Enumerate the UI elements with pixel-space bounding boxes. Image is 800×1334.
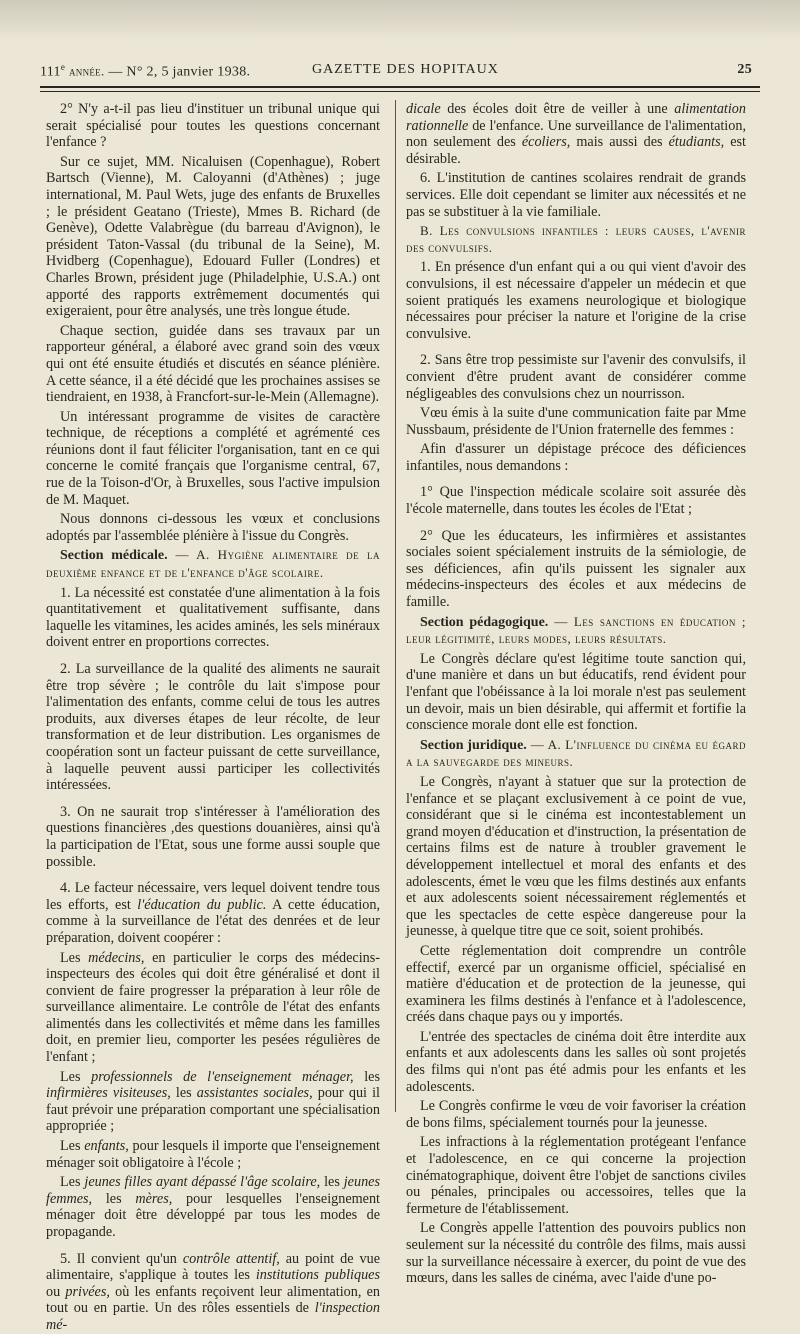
paragraph: L'entrée des spectacles de cinéma doit être interdite aux enfants et aux adolescents dans les salles où sont projetés des films qui n'ont pas été admis pour les enfants et les adolescents. — [406, 1028, 746, 1095]
paragraph: 6. L'institution de cantines scolaires rendrait de grands services. Elle doit cependant se limiter aux nécessités et ne pas se substituer à la vie familiale. — [406, 170, 746, 220]
paragraph: Les médecins, en particulier le corps des médecins-inspecteurs des écoles qui doit être généralisé et dont il convient de faire progresser la préparation à leur rôle de surveillance alimentaire. Le contrôle de l'état des enfants alimentés dans les collectivités et même dans les familles doit, en premier lieu, comporter les pesées régulières de l'enfant ; — [46, 949, 380, 1066]
journal-title: GAZETTE DES HOPITAUX — [312, 62, 499, 77]
paragraph: 2. Sans être trop pessimiste sur l'avenir des convulsifs, il convient d'être prudent avant de considérer comme négligeables des convulsions chez un nourrisson. — [406, 352, 746, 402]
paragraph: Nous donnons ci-dessous les vœux et conclusions adoptés par l'assemblée plénière à l'issue du Congrès. — [46, 511, 380, 544]
paragraph: 2° Que les éducateurs, les infirmières et assistantes sociales soient spécialement instruits de la sémiologie, de ses déficiences, afin qu'ils puissent les signaler aux médecins-inspecteurs des écoles et aux médecins de famille. — [406, 527, 746, 611]
paragraph: Le Congrès confirme le vœu de voir favoriser la création de bons films, spécialement tournés pour la jeunesse. — [406, 1098, 746, 1131]
page-number: 25 — [737, 62, 752, 77]
section-heading-pedagogique: Section pédagogique. — Les sanctions en éducation ; leur légitimité, leurs modes, leurs résultats. — [406, 613, 746, 647]
left-column — [46, 101, 381, 1333]
column-divider — [395, 100, 396, 1112]
paragraph: 1. En présence d'un enfant qui a ou qui vient d'avoir des convulsions, il est nécessaire d'appeler un médecin et que soient pratiqués les examens neurologique et biologique nécessaires pour préciser la nature et l'origine de la crise convulsive. — [406, 259, 746, 342]
paragraph: 2° N'y a-t-il pas lieu d'instituer un tribunal unique qui serait spécialisé pour toutes les questions concernant l'enfance ? — [46, 101, 380, 151]
paragraph: 3. On ne saurait trop s'intéresser à l'amélioration des questions financières ,des questions douanières, ainsi qu'à la participation de l'Etat, sous une forme aussi souple que possible. — [46, 803, 380, 870]
paragraph: 1° Que l'inspection médicale scolaire soit assurée dès l'école maternelle, dans toutes les écoles de l'Etat ; — [406, 484, 746, 518]
paragraph: Le Congrès, n'ayant à statuer que sur la protection de l'enfance et se plaçant exclusivement à ce point de vue, considérant que si le cinéma est incontestablement un grand moyen d'éducation et d'instruction, la présentation de certains films est de nature à troubler gravement le développement intellectuel et moral des enfants et des adolescents, émet le vœu que les films destinés aux enfants et aux adolescents soient nécessairement réglementés et que les spectacles de cette espèce dangereuse pour la jeunesse, à quelque titre que ce soit, soient prohibés. — [406, 773, 746, 940]
paragraph: 1. La nécessité est constatée d'une alimentation à la fois quantitativement et qualitativement suffisante, dans laquelle les vitamines, les acides aminés, les sels minéraux doivent entrer en proportions correctes. — [46, 584, 380, 651]
section-heading-convulsions: B. Les convulsions infantiles : leurs causes, l'avenir des convulsifs. — [406, 223, 746, 255]
paragraph: Les professionnels de l'enseignement ménager, les infirmières visiteuses, les assistantes sociales, pour qui il faut prévoir une préparation comportant une spécialisation appropriée ; — [46, 1068, 380, 1135]
paragraph: Vœu émis à la suite d'une communication faite par Mme Nussbaum, présidente de l'Union fraternelle des femmes : — [406, 405, 746, 438]
paragraph: 2. La surveillance de la qualité des aliments ne saurait être trop sévère ; le contrôle du lait s'impose pour l'alimentation des enfants, comme celui de tous les autres produits, aux diverses étapes de leur récolte, de leur transformation et de leur distribution. Les organismes de coopération sont un facteur puissant de cette surveillance, à laquelle peuvent aussi participer les collectivités intéressées. — [46, 661, 380, 794]
paragraph: 5. Il convient qu'un contrôle attentif, au point de vue alimentaire, s'applique à toutes les institutions publiques ou privées, où les enfants reçoivent leur alimentation, en tout ou en partie. Un des rôles essentiels de l'inspection mé- — [46, 1250, 381, 1333]
paragraph: Les infractions à la réglementation protégeant l'enfance et l'adolescence, en ce qui concerne la projection cinématographique, doivent être l'objet de sanctions civiles ou pénales, principales ou accessoires, telles que la fermeture de l'établissement. — [406, 1134, 746, 1217]
running-head — [40, 62, 760, 84]
section-heading-medicale: Section médicale. — A. Hygiène alimentaire de la deuxième enfance et de l'enfance d'âge scolaire. — [46, 547, 381, 581]
paragraph: Chaque section, guidée dans ses travaux par un rapporteur général, a élaboré avec grand soin des vœux qui ont été ensuite étudiés et discutés en séance plénière. A cette séance, il a été décidé que les prochaines assises se tiendraient, en 1938, à Francfort-sur-le-Mein (Allemagne). — [46, 322, 380, 406]
paragraph: Les jeunes filles ayant dépassé l'âge scolaire, les jeunes femmes, les mères, pour lesquelles l'enseignement ménager doit être développé par tous les modes de propagande. — [46, 1174, 380, 1240]
paragraph: 4. Le facteur nécessaire, vers lequel doivent tendre tous les efforts, est l'éducation du public. A cette éducation, comme à la surveillance de l'état des denrées et de leur préparation, doivent coopérer : — [46, 880, 380, 946]
paragraph: Afin d'assurer un dépistage précoce des déficiences infantiles, nous demandons : — [406, 441, 746, 474]
page-top-edge — [0, 0, 800, 40]
paragraph: Sur ce sujet, MM. Nicaluisen (Copenhague), Robert Bartsch (Vienne), M. Caloyanni (d'Athènes) ; juge international, M. Paul Wets, juge des enfants de Bruxelles ; le président Geatano (Trieste), Mmes B. Richard (de Genève), Odette Valabrègue (du barreau d'Avignon), le président Taton-Vassal (du tribunal de la Seine), M. Hvidberg (Copenhague), Edouard Fuller (Londres) et Charles Brown, président juge (Philadelphie, U.S.A.) ont apporté des rapports extrêmement documentés qui exigeraient, pour être analysés, une très longue étude. — [46, 153, 380, 320]
paragraph: Un intéressant programme de visites de caractère technique, de réceptions a complété et agrémenté ces réunions dont il faut féliciter l'organisation, tant en ce qui concerne le comité français que l'organisme central, 67, rue de la Toison-d'Or, à Bruxelles, sous l'active impulsion de M. Maquet. — [46, 408, 380, 508]
paragraph: Le Congrès déclare qu'est légitime toute sanction qui, d'une manière et dans un but éducatifs, rend évident pour l'enfant que l'obéissance à la loi morale n'est pas seulement un devoir, mais un bien désirable, qui affermit et fortifie la conscience morale dont elle est fonction. — [406, 650, 746, 734]
section-heading-juridique: Section juridique. — A. L'influence du cinéma eu égard a la sauvegarde des mineurs. — [406, 736, 746, 770]
header-rule-thin — [40, 91, 760, 92]
paragraph: dicale des écoles doit être de veiller à une alimentation rationnelle de l'enfance. Une surveillance de l'alimentation, non seulement des écoliers, mais aussi des étudiants, est désirable. — [406, 101, 746, 167]
paragraph: Le Congrès appelle l'attention des pouvoirs publics non seulement sur la nécessité du contrôle des films, mais aussi sur la surveillance nécessaire à exercer, du point de vue des mœurs, dans les salles de cinéma, avec l'aide d'une po- — [406, 1220, 746, 1287]
header-rule — [40, 86, 760, 88]
issue-info: 111e année. — N° 2, 5 janvier 1938. — [40, 62, 251, 80]
paragraph: Les enfants, pour lesquels il importe que l'enseignement ménager soit obligatoire à l'école ; — [46, 1138, 380, 1171]
paragraph: Cette réglementation doit comprendre un contrôle effectif, exercé par un organisme officiel, spécialisé en matière d'éducation et de protection de la jeunesse, qui examinera les films destinés à l'enfance et à l'adolescence, créés dans chaque pays ou y importés. — [406, 942, 746, 1026]
right-column — [406, 101, 746, 1287]
